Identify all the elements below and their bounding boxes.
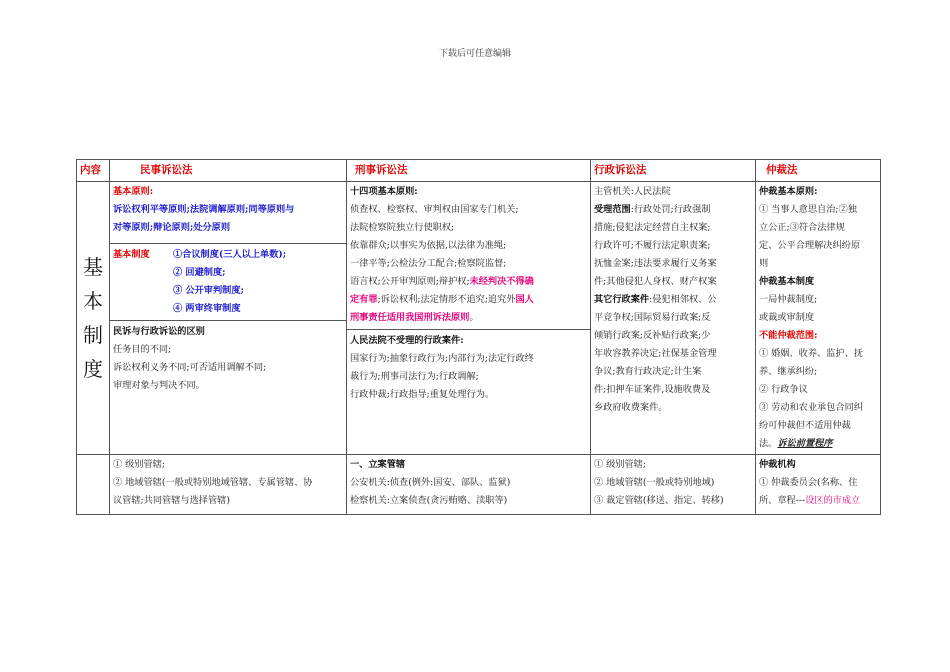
criminal-notaccepted-title: 人民法院不受理的行政案件:: [350, 335, 464, 346]
civil-diff-line-3: 审理对象与判决不同。: [113, 380, 205, 391]
admin-other-line-6: 件;扣押车证案件,设施收费及: [594, 384, 711, 395]
row2-admin-cell: [591, 455, 756, 515]
row2-arb-title: 仲裁机构: [759, 459, 796, 470]
arb-principles-line-2: 立公正;③符合法律规: [759, 222, 845, 233]
arb-principles-line-3: 定、公平合理解决纠纷原: [759, 240, 861, 251]
row2-arbitration-cell: [756, 455, 881, 515]
header-row: [77, 160, 881, 182]
civil-cell: [110, 182, 347, 455]
civil-diff-line-1: 任务目的不同;: [113, 344, 172, 355]
row-label-text: 基 本 制 度: [83, 255, 103, 381]
row2-admin-line-1: ① 级别管辖;: [594, 459, 646, 470]
arb-principles-title: 仲裁基本原则:: [759, 186, 818, 197]
row2-admin-line-2: ② 地域管辖(一般或特别地域): [594, 477, 715, 488]
admin-line-1: 主管机关:人民法院: [594, 186, 671, 197]
arb-system-line-2: 或裁或审制度: [759, 312, 815, 323]
row2-civil-line-2: ② 地域管辖(一般或特别地域管辖、专属管辖、协: [113, 477, 313, 488]
arb-system-line-1: 一局仲裁制度;: [759, 294, 818, 305]
criminal-notaccepted-line-1: 国家行为;抽象行政行为;内部行为;法定行政终: [350, 353, 534, 364]
criminal-cell: [347, 182, 591, 455]
admin-other-line-3: 倾销行政案;反补贴行政案;少: [594, 330, 711, 341]
arb-no-title: 不能仲裁范围:: [759, 330, 818, 341]
arb-no-line-4: ③ 劳动和农业承包合同纠: [759, 402, 863, 413]
row2-civil-line-1: ① 级别管辖;: [113, 459, 165, 470]
row-label-basic-system: [77, 182, 110, 455]
arbitration-cell: [756, 182, 881, 455]
civil-principles-line-2: 对等原则;辩论原则;处分原则: [113, 222, 231, 233]
civil-system-item-1: ①合议制度(三人以上单数);: [173, 249, 287, 260]
civil-diff-title: 民诉与行政诉讼的区别: [113, 326, 205, 337]
basic-system-row: [77, 182, 881, 455]
criminal-line-3: 依靠群众;以事实为依据,以法律为准绳;: [350, 240, 507, 251]
criminal-principles-title: 十四项基本原则:: [350, 186, 418, 197]
civil-diff-line-2: 诉讼权利义务不同;可否适用调解不同;: [113, 362, 267, 373]
header-civil: 民事诉讼法: [110, 160, 347, 182]
arb-no-line-2: 养、继承纠纷;: [759, 366, 818, 377]
civil-system-item-2: ② 回避制度;: [173, 267, 226, 278]
arb-no-line-6: 法。诉讼前置程序: [759, 438, 833, 449]
admin-scope-line-3: 行政许可;不履行法定职责案;: [594, 240, 711, 251]
row2-civil-cell: [110, 455, 347, 515]
criminal-line-5: 语言权;公开审判原则;辩护权;未经判决不得确: [350, 276, 534, 287]
arb-principles-line-1: ① 当事人意思自治;②独: [759, 204, 857, 215]
admin-other-line-7: 乡政府收费案件。: [594, 402, 668, 413]
row2-arb-line-1: ① 仲裁委员会(名称、住: [759, 477, 858, 488]
page-header: 下载后可任意编辑: [438, 49, 511, 59]
row2-admin-line-3: ③ 裁定管辖(移送、指定、转移): [594, 495, 724, 506]
admin-other-line-5: 争议;教育行政决定;计生案: [594, 366, 702, 377]
arb-no-line-1: ① 婚姻、收养、监护、抚: [759, 348, 863, 359]
header-arbitration: 仲裁法: [756, 160, 881, 182]
arb-no-line-3: ② 行政争议: [759, 384, 808, 395]
criminal-notaccepted-line-2: 裁行为;刑事司法行为;行政调解;: [350, 371, 479, 382]
row-label-empty: [77, 455, 110, 515]
criminal-line-1: 侦查权、检察权、审判权由国家专门机关;: [350, 204, 519, 215]
civil-system-item-4: ④ 两审终审制度: [173, 303, 241, 314]
arb-system-title: 仲裁基本制度: [759, 276, 815, 287]
criminal-line-2: 法院检察院独立行使职权;: [350, 222, 455, 233]
header-content: 内容: [77, 160, 110, 182]
civil-principles-title: 基本原则:: [113, 186, 154, 197]
civil-diff-block: [110, 320, 346, 395]
admin-scope-line-4: 抚恤金案;违法要求履行义务案: [594, 258, 717, 269]
arb-principles-line-4: 则: [759, 258, 769, 269]
jurisdiction-row: [77, 455, 881, 515]
criminal-notaccepted-block: [347, 329, 590, 404]
row2-arb-line-2: 所、章程---设区的市成立: [759, 495, 861, 506]
admin-scope-line-1: 受理范围:行政处罚;行政强制: [594, 204, 711, 215]
admin-cell: [591, 182, 756, 455]
civil-system-block: [110, 243, 346, 318]
criminal-line-6: 定有罪;诉讼权利;法定情形不追究;追究外国人: [350, 294, 534, 305]
criminal-notaccepted-line-3: 行政仲裁;行政指导;重复处理行为。: [350, 389, 495, 400]
row2-civil-line-3: 议管辖;共同管辖与选择管辖): [113, 495, 230, 506]
criminal-line-4: 一律平等;公检法分工配合;检察院监督;: [350, 258, 507, 269]
header-criminal: 刑事诉讼法: [347, 160, 591, 182]
civil-principles-line-1: 诉讼权利平等原则;法院调解原则;同等原则与: [113, 204, 295, 215]
admin-other-line-1: 其它行政案件:侵犯相邻权、公: [594, 294, 717, 305]
header-admin: 行政诉讼法: [591, 160, 756, 182]
admin-other-line-2: 平竞争权;国际贸易行政案;反: [594, 312, 711, 323]
row2-criminal-line-2: 检察机关:立案侦查(贪污贿赂、渎职等): [350, 495, 508, 506]
law-comparison-table: [76, 159, 881, 515]
admin-scope-line-5: 件;其他侵犯人身权、财产权案: [594, 276, 717, 287]
admin-scope-line-2: 措施;侵犯法定经营自主权案;: [594, 222, 711, 233]
arb-no-line-5: 纷可仲裁但不适用仲裁: [759, 420, 851, 431]
row2-criminal-cell: [347, 455, 591, 515]
row2-criminal-line-1: 公安机关:侦查(例外:国安、部队、监狱): [350, 477, 511, 488]
admin-other-line-4: 年收容教养决定;社保基金管理: [594, 348, 717, 359]
criminal-line-7: 刑事责任适用我国刑诉法原则。: [350, 312, 479, 323]
civil-system-label: 基本制度: [113, 249, 150, 260]
row2-criminal-title: 一、立案管辖: [350, 459, 406, 470]
civil-system-item-3: ③ 公开审判制度;: [173, 285, 244, 296]
